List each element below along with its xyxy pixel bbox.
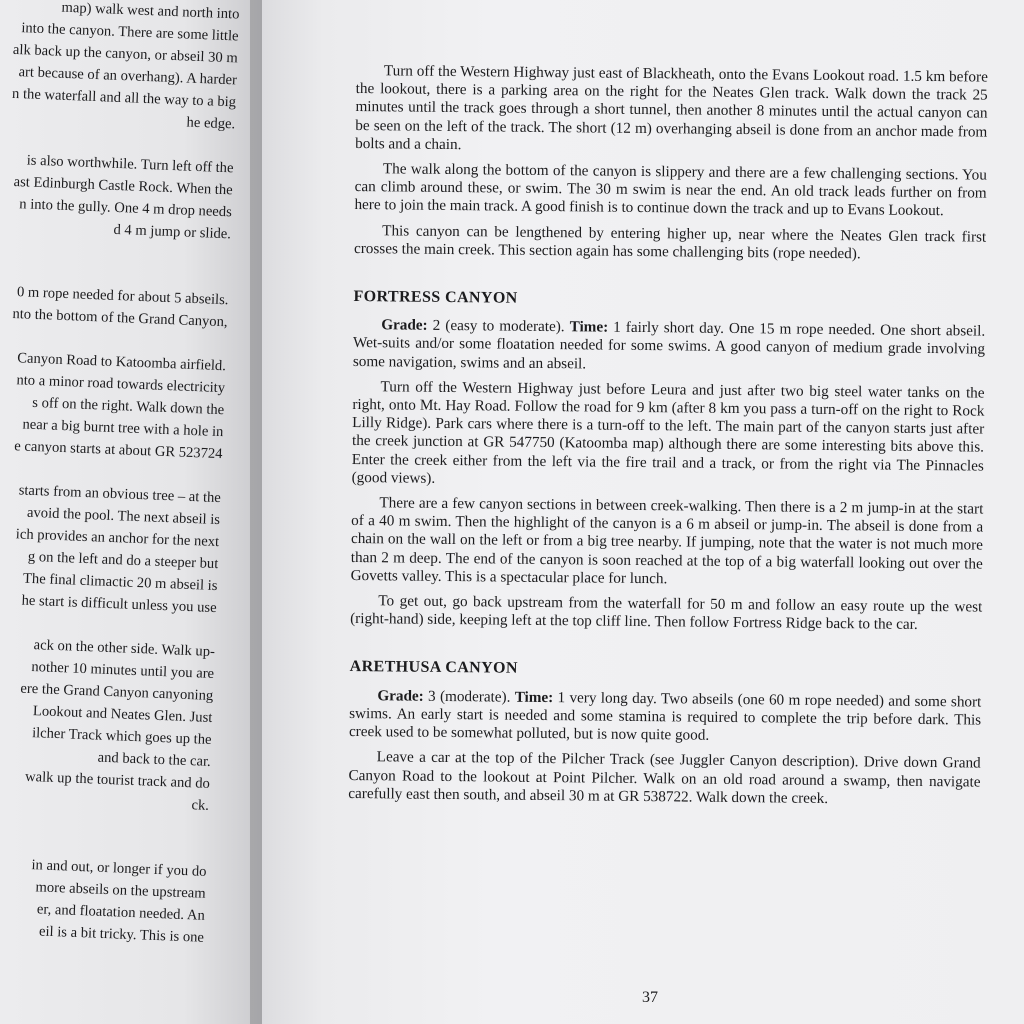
page-number: 37 xyxy=(642,989,658,1006)
fortress-paragraph: To get out, go back upstream from the waterfall for 50 m and follow an easy route up the west (right-hand) side, keeping left at the top cliff line. Then follow Fortress Ridge back to the car. xyxy=(350,592,983,634)
fortress-canyon-heading: FORTRESS CANYON xyxy=(353,288,518,307)
intro-paragraph: Turn off the Western Highway just east of Blackheath, onto the Evans Lookout road. 1.5 km before the lookout, there is a parking area on the right for the Neates Glen track. Walk down the track 25 minutes until the track goes through a short tunnel, then another 8 minutes until the actual canyon can be seen on the left of the track. The short (12 m) overhanging abseil is done from an anchor made from bolts and a chain. xyxy=(355,62,988,153)
fortress-paragraph: There are a few canyon sections in between creek-walking. Then there is a 2 m jump-in at the start of a 40 m swim. Then the highlight of the canyon is a 6 m abseil or jump-in. The abseil is done from a chain on the wall on the left or from a big tree nearby. If jumping, note that the water is not much more than 2 m deep. The end of the canyon is soon reached at the top of a big waterfall looking out over the Govetts valley. This is a spectacular place for lunch. xyxy=(350,494,984,588)
left-page-line: art because of an overhang). A harder xyxy=(18,64,238,89)
left-page-line: Lookout and Neates Glen. Just xyxy=(32,703,213,726)
left-page-line: n the waterfall and all the way to a big xyxy=(11,85,237,111)
grade-value: 3 (moderate). xyxy=(423,687,515,706)
left-page-line: avoid the pool. The next abseil is xyxy=(26,504,221,529)
left-page-line: d 4 m jump or slide. xyxy=(113,221,232,243)
time-value: 1 very long day. Two abseils (one 60 m rope needed) and some short swims. An early start is needed and some stamina is required to complete the trip before dark. This creek used to be somewhat polluted, but is now quite good. xyxy=(348,688,982,744)
arethusa-paragraph: Leave a car at the top of the Pilcher Track (see Juggler Canyon description). Drive down Grand Canyon Road to the lookout at Point Pilcher. Walk on an old road around a swamp, then navigate carefully east then south, and abseil 30 m at GR 538722. Walk down the creek. xyxy=(348,748,981,807)
left-page-line: s off on the right. Walk down the xyxy=(31,394,225,419)
left-page-line: nother 10 minutes until you are xyxy=(31,659,215,683)
left-page-line: nto the bottom of the Grand Canyon, xyxy=(12,306,228,331)
grade-value: 2 (easy to moderate). xyxy=(427,316,570,336)
left-page-line: g on the left and do a steeper but xyxy=(27,548,219,573)
time-value: 1 fairly short day. One 15 m rope needed. One short abseil. Wet-suits and/or some floatation needed for some swims. A good canyon of medium grade involving some navigation, swims and an abseil. xyxy=(352,318,986,373)
left-page-line: more abseils on the upstream xyxy=(35,879,206,902)
left-page-line: he edge. xyxy=(186,114,236,133)
left-page-line: n into the gully. One 4 m drop needs xyxy=(18,196,233,221)
left-page-line: map) walk west and north into xyxy=(61,0,240,23)
time-label: Time: xyxy=(569,318,609,336)
left-page-line: and back to the car. xyxy=(97,749,211,770)
left-page-line: nto a minor road towards electricity xyxy=(16,372,226,397)
left-page-line: ich provides an anchor for the next xyxy=(15,526,220,551)
left-page-line: 0 m rope needed for about 5 abseils. xyxy=(16,284,229,309)
left-page-line: walk up the tourist track and do xyxy=(24,768,211,792)
left-page-line: ere the Grand Canyon canyoning xyxy=(20,680,214,705)
left-page xyxy=(0,0,262,1024)
left-page-line: into the canyon. There are some little xyxy=(21,20,239,45)
intro-paragraph: This canyon can be lengthened by entering higher up, near where the Neates Glen track first crosses the main creek. This section again has some challenging bits (rope needed). xyxy=(353,221,987,263)
grade-label: Grade: xyxy=(381,316,428,334)
left-page-line: in and out, or longer if you do xyxy=(31,857,207,880)
arethusa-summary xyxy=(349,687,982,748)
intro-paragraph: The walk along the bottom of the canyon is slippery and there are a few challenging sections. You can climb around these, or swim. The 30 m swim is near the end. An old track leads further on from here to join the main track. A good finish is to continue down the track and up to Evans Lookout. xyxy=(354,160,987,220)
left-page-line: alk back up the canyon, or abseil 30 m xyxy=(12,41,239,67)
left-page-line: The final climactic 20 m abseil is xyxy=(22,570,218,595)
right-page-content xyxy=(348,62,988,816)
left-page-line: starts from an obvious tree – at the xyxy=(18,482,222,507)
left-page-line: Canyon Road to Katoomba airfield. xyxy=(16,350,227,375)
left-page-line: e canyon starts at about GR 523724 xyxy=(14,438,223,463)
grade-label: Grade: xyxy=(377,686,424,705)
left-page-line: ilcher Track which goes up the xyxy=(31,725,212,748)
left-page-line: ast Edinburgh Castle Rock. When the xyxy=(13,173,233,199)
arethusa-canyon-heading: ARETHUSA CANYON xyxy=(349,658,518,678)
left-page-line: ack on the other side. Walk up- xyxy=(33,637,216,661)
left-page-line: ck. xyxy=(191,797,210,814)
left-page-line: eil is a bit tricky. This is one xyxy=(38,923,205,946)
fortress-summary xyxy=(353,316,986,377)
left-page-line: he start is difficult unless you use xyxy=(21,592,217,617)
left-page-line: near a big burnt tree with a hole in xyxy=(22,416,224,441)
time-label: Time: xyxy=(514,688,554,706)
fortress-paragraph: Turn off the Western Highway just before Leura and just after two big steel water tanks on the right, onto Mt. Hay Road. Follow the road for 9 km (after 8 km you pass a turn-off on the right to Rock Lilly Ridge). Park cars where there is a turn-off to the left. The main part of the canyon starts just after the creek junction at GR 547750 (Katoomba map) although there are some interesting bits above this. Enter the creek either from the left via the fire trail and a track, or from the right via The Pinnacles (good views). xyxy=(351,378,985,487)
left-page-text xyxy=(0,0,240,949)
right-page xyxy=(262,0,1024,1024)
left-page-line: is also worthwhile. Turn left off the xyxy=(26,152,234,177)
left-page-line: er, and floatation needed. An xyxy=(36,901,206,924)
